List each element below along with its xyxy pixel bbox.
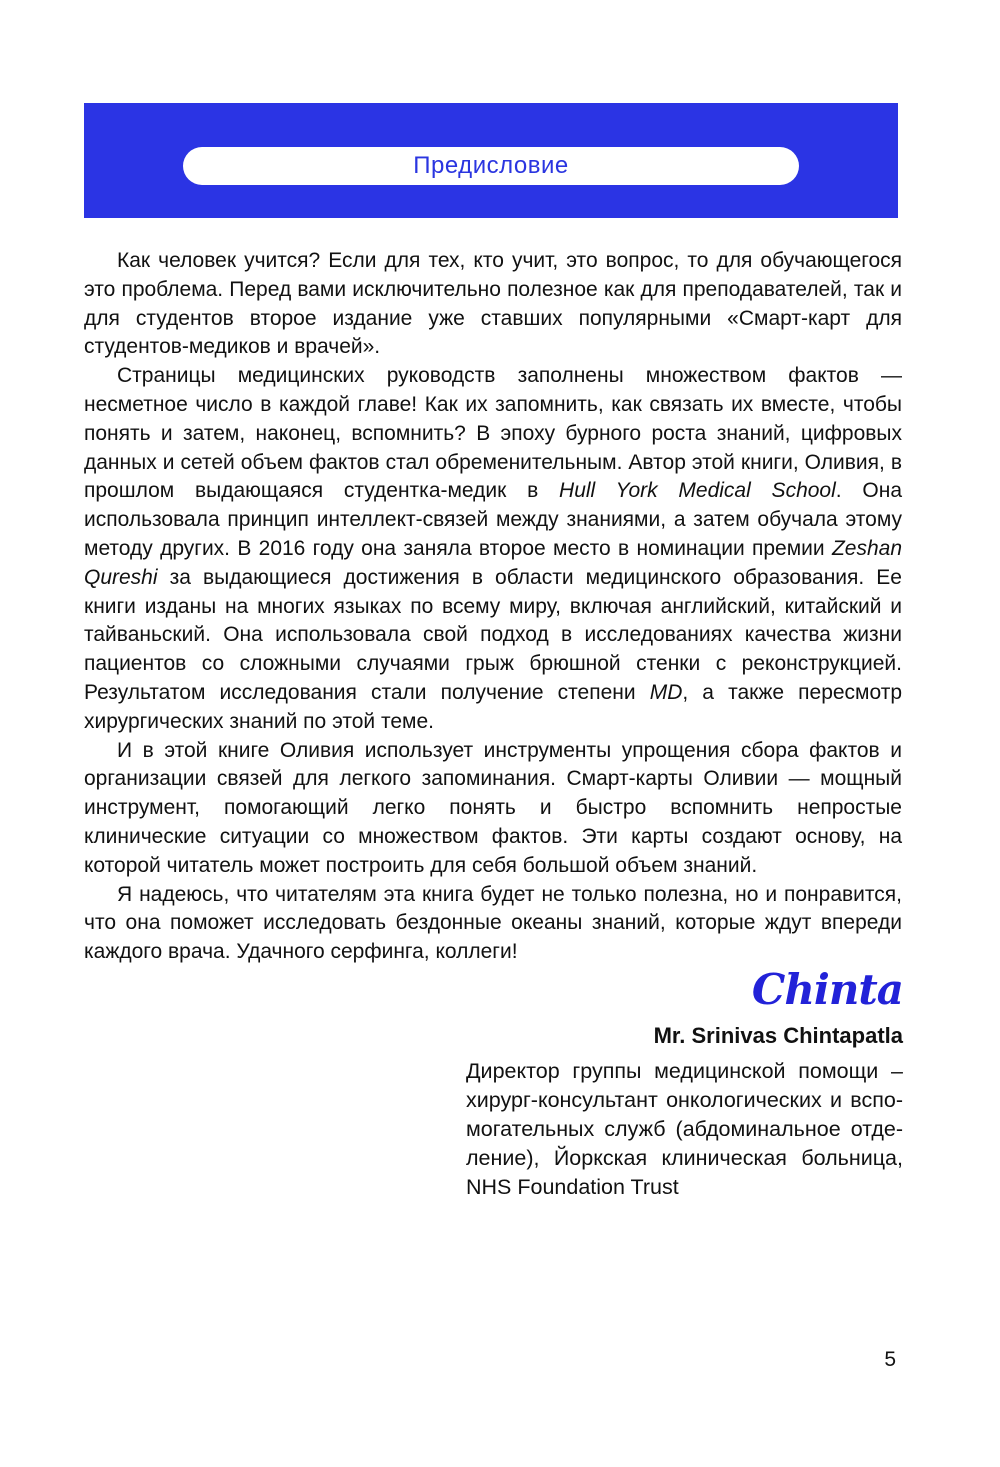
affiliation-line: хирург-консультант онкологических и вспо- <box>466 1088 903 1113</box>
affiliation-line: NHS Foundation Trust <box>466 1175 679 1200</box>
paragraph-2: Страницы медицинских руководств заполнены множеством фактов — несметное число в каждой главе! Как их запомнить, как связать их вместе, чтобы понять и затем, наконец, вспомнить? В эпоху бурного роста знаний, цифровых данных и сетей объем фактов стал обременительным. Автор этой книги, Оливия, в прошлом выдающаяся студентка-медик в Hull York Medical School. Она использовала принцип интеллект-связей между знаниями, а затем обучала этому методу других. В 2016 году она заняла второе место в номинации премии Zeshan Qureshi за выдающиеся достижения в области медицинского образования. Ее книги изданы на многих языках по всему миру, включая английский, китайский и тайваньский. Она использовала свой подход в исследованиях качества жизни пациентов со сложными случаями грыж брюшной стенки с реконструкцией. Результатом исследования стали получение степени MD, а также пересмотр хирургических знаний по этой теме. <box>84 364 903 733</box>
author-affiliation <box>466 1057 903 1202</box>
paragraph-3: И в этой книге Оливия использует инструменты упрощения сбора фактов и организации связей для легкого запоминания. Смарт-карты Оливии — мощный инструмент, помогающий легко понять и быстро вспомнить непростые клинические ситуации со множеством фактов. Эти карты создают основу, на которой читатель может построить для себя большой объем знаний. <box>84 738 902 877</box>
paragraph-1: Как человек учится? Если для тех, кто учит, это вопрос, то для обучающегося это проблема. Перед вами исключительно полезное как для преподавателей, так и для студентов второе издание уже ставших популярными «Смарт-карт для студентов-медиков и врачей». <box>84 249 902 359</box>
author-name: Mr. Srinivas Chintapatla <box>653 1023 903 1049</box>
chapter-title: Предисловие <box>413 152 569 179</box>
affiliation-line: могательных служб (абдоминальное отде- <box>466 1117 903 1142</box>
signature-block <box>466 966 903 1202</box>
paragraph-4: Я надеюсь, что читателям эта книга будет не только полезна, но и понравится, что она поможет исследовать бездонные океаны знаний, которые ждут впереди каждого врача. Удачного серфинга, коллеги! <box>84 882 902 964</box>
affiliation-line: ление), Йоркская клиническая больница, <box>466 1146 903 1171</box>
affiliation-line: Директор группы медицинской помощи – <box>466 1059 903 1084</box>
page-number: 5 <box>884 1348 896 1371</box>
chapter-banner <box>84 103 898 218</box>
preface-text <box>84 247 902 967</box>
handwritten-signature: Chinta <box>751 965 903 1014</box>
chapter-title-pill <box>183 147 799 185</box>
